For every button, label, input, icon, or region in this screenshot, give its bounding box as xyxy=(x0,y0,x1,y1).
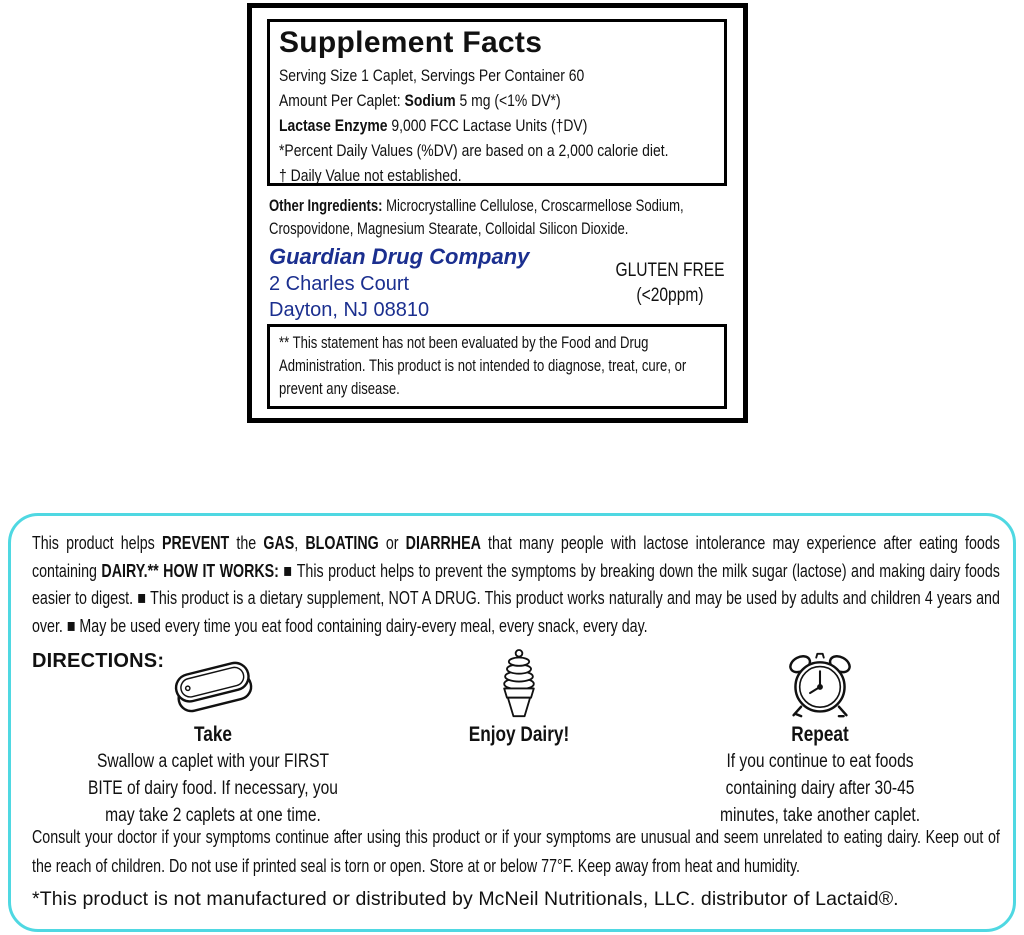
other-ingredients: Other Ingredients: Microcrystalline Cellulose, Croscarmellose Sodium, Crospovidone, Magnesium Stearate, Colloidal Silicon Dioxide. xyxy=(269,196,684,238)
product-intro-paragraph: This product helps PREVENT the GAS, BLOATING or DIARRHEA that many people with lactose intolerance may experience after eating foods containing DAIRY.** HOW IT WORKS: ■ This product helps to prevent the symptoms by breaking down the milk sugar (lactose) and making dairy foods easier to digest. ■ This product is a dietary supplement, NOT A DRUG. This product works naturally and may be used by adults and children 4 years and over. ■ May be used every time you eat food containing dairy-every meal, every snack, every day. xyxy=(32,532,1000,636)
gluten-free-line2: (<20ppm) xyxy=(636,285,704,306)
direction-step-enjoy xyxy=(399,643,639,748)
company-info xyxy=(269,243,529,323)
gluten-free-badge xyxy=(604,258,735,308)
company-address-line2: Dayton, NJ 08810 xyxy=(269,299,430,321)
serving-size-row: Serving Size 1 Caplet, Servings Per Container 60 xyxy=(279,66,585,85)
lactase-row: Lactase Enzyme 9,000 FCC Lactase Units (†DV) xyxy=(279,116,588,135)
lactaid-footnote: *This product is not manufactured or distributed by McNeil Nutritionals, LLC. distributor of Lactaid®. xyxy=(32,888,899,910)
step-take-text: Swallow a caplet with your FIRST BITE of dairy food. If necessary, you may take 2 caplets at one time. xyxy=(88,751,338,826)
step-repeat-text: If you continue to eat foods containing dairy after 30-45 minutes, take another caplet. xyxy=(719,751,921,826)
sodium-row: Amount Per Caplet: Sodium 5 mg (<1% DV*) xyxy=(279,91,561,110)
step-repeat-title: Repeat xyxy=(791,723,849,746)
dv-footnote-row: *Percent Daily Values (%DV) are based on a 2,000 calorie diet. xyxy=(279,141,669,160)
fda-disclaimer-text: ** This statement has not been evaluated by the Food and Drug Administration. This product is not intended to diagnose, treat, cure, or prevent any disease. xyxy=(279,333,687,398)
supplement-facts-panel xyxy=(247,3,748,423)
step-take-title: Take xyxy=(194,723,232,746)
fda-disclaimer-box xyxy=(267,324,727,409)
gluten-free-line1: GLUTEN FREE xyxy=(615,260,725,281)
alarm-clock-icon xyxy=(675,647,965,719)
directions-heading: DIRECTIONS: xyxy=(32,650,165,672)
step-enjoy-title: Enjoy Dairy! xyxy=(468,723,570,746)
usage-info-panel xyxy=(8,513,1016,932)
direction-step-repeat xyxy=(675,647,965,829)
company-address-line1: 2 Charles Court xyxy=(269,273,410,295)
soft-serve-icon xyxy=(399,643,639,719)
company-name: Guardian Drug Company xyxy=(269,244,530,269)
dagger-footnote-row: † Daily Value not established. xyxy=(279,166,462,185)
direction-step-take xyxy=(48,647,378,829)
nutrition-facts-box xyxy=(267,19,727,186)
caplet-icon xyxy=(48,647,378,719)
consult-doctor-text: Consult your doctor if your symptoms continue after using this product or if your symptoms are unusual and seem unrelated to eating dairy. Keep out of the reach of children. Do not use if printed seal is torn or open. Store at or below 77°F. Keep away from heat and humidity. xyxy=(32,826,1000,876)
supplement-facts-title: Supplement Facts xyxy=(279,26,543,59)
